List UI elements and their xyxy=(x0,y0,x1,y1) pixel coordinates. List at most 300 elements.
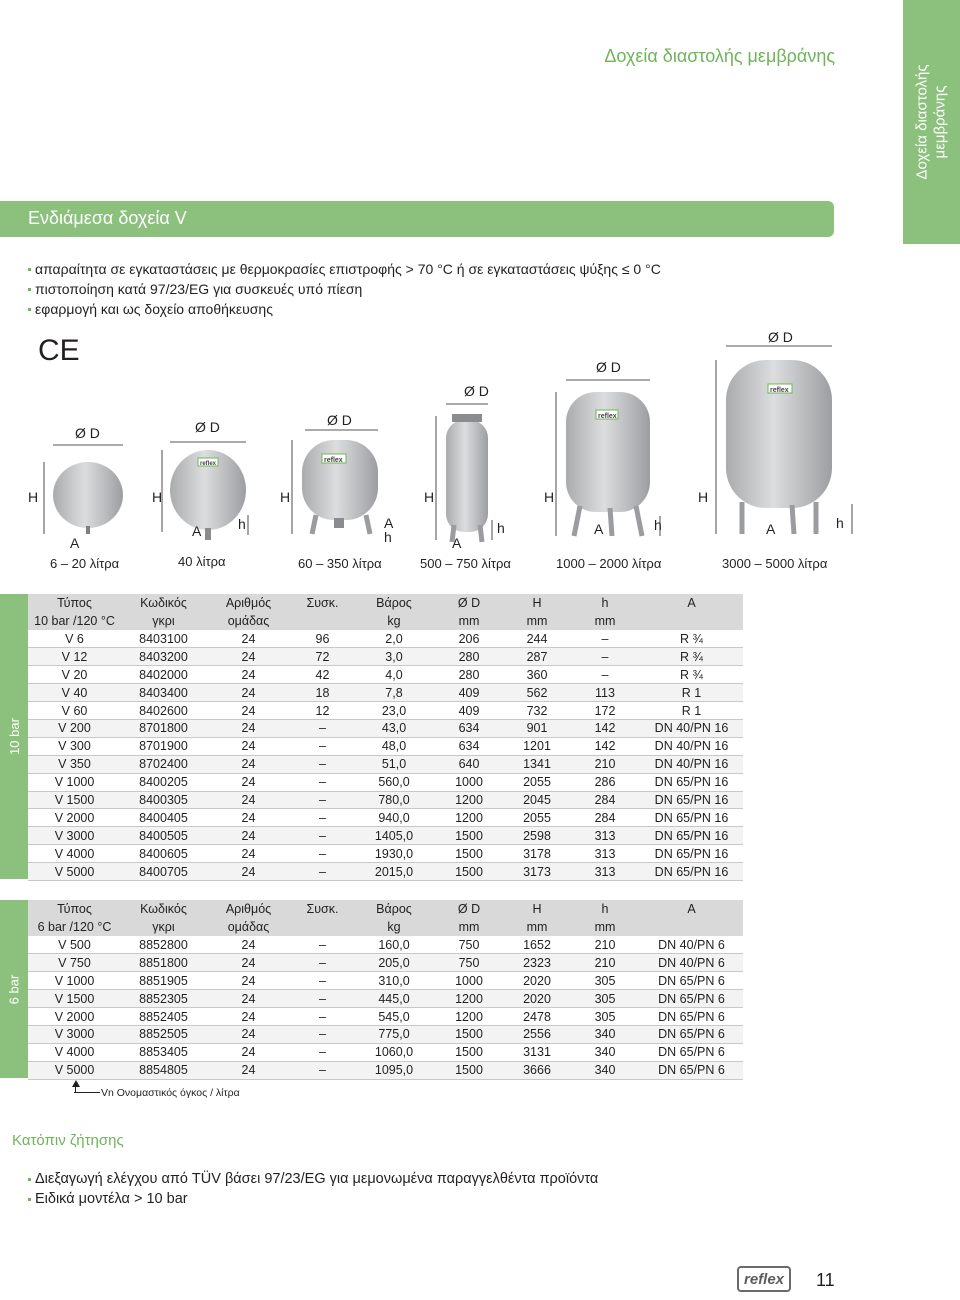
col-subheader: γκρι xyxy=(152,919,175,934)
table-cell: 24 xyxy=(206,990,291,1008)
table-cell: V 4000 xyxy=(28,845,121,863)
col-subheader: mm xyxy=(594,919,616,934)
table-cell: 284 xyxy=(570,791,640,809)
table-cell: – xyxy=(570,630,640,648)
table-cell: 750 xyxy=(434,936,504,954)
table-cell: 24 xyxy=(206,1025,291,1043)
table-cell: 8402000 xyxy=(121,666,206,684)
table-cell: 8400605 xyxy=(121,845,206,863)
table-cell: 24 xyxy=(206,791,291,809)
ce-mark: CE xyxy=(38,334,80,367)
table-row xyxy=(28,954,743,972)
table-cell: 1060,0 xyxy=(354,1043,434,1061)
table-row xyxy=(28,1043,743,1061)
dim-h-lower-label: h xyxy=(654,517,662,533)
table-cell: 8400205 xyxy=(121,773,206,791)
capacity-caption: 1000 – 2000 λίτρα xyxy=(556,556,662,571)
pressure-label-6bar xyxy=(0,900,28,1078)
table-cell: 775,0 xyxy=(354,1025,434,1043)
table-cell: R 1 xyxy=(640,702,743,720)
capacity-caption: 40 λίτρα xyxy=(178,554,226,569)
col-header: Κωδικός xyxy=(140,901,187,916)
table-cell: 1500 xyxy=(434,863,504,881)
table-cell: – xyxy=(291,827,354,845)
col-subheader: kg xyxy=(387,613,401,628)
table-cell: 210 xyxy=(570,936,640,954)
table-cell: 545,0 xyxy=(354,1008,434,1026)
col-subheader: 10 bar /120 °C xyxy=(34,613,115,628)
table-cell: 3178 xyxy=(504,845,570,863)
brand-logo xyxy=(737,1266,791,1292)
table-row xyxy=(28,990,743,1008)
table-cell: 24 xyxy=(206,684,291,702)
col-header: H xyxy=(532,595,542,610)
table-cell: V 1500 xyxy=(28,990,121,1008)
table-cell: 2478 xyxy=(504,1008,570,1026)
table-row xyxy=(28,1008,743,1026)
col-header: Συσκ. xyxy=(306,901,339,916)
table-cell: 560,0 xyxy=(354,773,434,791)
table-cell: DN 40/PN 6 xyxy=(640,936,743,954)
table-row xyxy=(28,936,743,954)
table-cell: 160,0 xyxy=(354,936,434,954)
table-cell: 24 xyxy=(206,827,291,845)
table-cell: – xyxy=(291,773,354,791)
table-cell: 24 xyxy=(206,1043,291,1061)
table-header xyxy=(28,900,743,936)
table-cell: V 3000 xyxy=(28,1025,121,1043)
table-cell: DN 65/PN 6 xyxy=(640,1025,743,1043)
table-cell: 287 xyxy=(504,648,570,666)
vessel-40 xyxy=(152,419,248,569)
table-cell: – xyxy=(291,1043,354,1061)
table-cell: 8852505 xyxy=(121,1025,206,1043)
table-cell: 18 xyxy=(291,684,354,702)
footnote-arrow-icon xyxy=(72,1080,80,1087)
table-cell: 640 xyxy=(434,755,504,773)
table-cell: 8852800 xyxy=(121,936,206,954)
table-cell: DN 40/PN 6 xyxy=(640,954,743,972)
table-cell: DN 65/PN 6 xyxy=(640,1008,743,1026)
table-row xyxy=(28,1061,743,1079)
table-cell: 1405,0 xyxy=(354,827,434,845)
dim-d-label: Ø D xyxy=(195,419,220,435)
table-cell: 205,0 xyxy=(354,954,434,972)
col-header: A xyxy=(687,901,696,916)
table-cell: 113 xyxy=(570,684,640,702)
table-cell: 732 xyxy=(504,702,570,720)
feature-item: εφαρμογή και ως δοχείο αποθήκευσης xyxy=(28,299,661,319)
table-cell: 8400505 xyxy=(121,827,206,845)
table-cell: – xyxy=(291,936,354,954)
col-subheader xyxy=(291,612,354,630)
col-subheader: mm xyxy=(458,613,480,628)
capacity-caption: 3000 – 5000 λίτρα xyxy=(722,556,828,571)
table-cell: 3131 xyxy=(504,1043,570,1061)
table-cell: 280 xyxy=(434,666,504,684)
table-cell: 24 xyxy=(206,630,291,648)
dim-h-label: H xyxy=(280,489,291,505)
table-cell: 280 xyxy=(434,648,504,666)
table-cell: 24 xyxy=(206,954,291,972)
table-cell: – xyxy=(291,954,354,972)
table-cell: 1200 xyxy=(434,1008,504,1026)
table-cell: DN 65/PN 16 xyxy=(640,863,743,881)
dim-h-label: H xyxy=(698,489,709,505)
table-cell: 940,0 xyxy=(354,809,434,827)
col-subheader xyxy=(640,612,743,630)
table-cell: 409 xyxy=(434,684,504,702)
table-cell: V 3000 xyxy=(28,827,121,845)
table-cell: V 20 xyxy=(28,666,121,684)
table-cell: – xyxy=(291,863,354,881)
table-cell: 750 xyxy=(434,954,504,972)
dim-d-label: Ø D xyxy=(768,329,793,345)
svg-text:reflex: reflex xyxy=(598,413,617,420)
table-cell: 2,0 xyxy=(354,630,434,648)
dim-a-label: A xyxy=(70,535,80,551)
table-cell: 2045 xyxy=(504,791,570,809)
table-body xyxy=(28,936,743,1079)
table-cell: 206 xyxy=(434,630,504,648)
col-subheader: mm xyxy=(526,613,548,628)
col-subheader: mm xyxy=(458,919,480,934)
col-subheader xyxy=(291,918,354,936)
dim-h-label: H xyxy=(544,489,555,505)
table-cell: R ¾ xyxy=(640,648,743,666)
table-cell: – xyxy=(291,1061,354,1079)
feature-list xyxy=(28,259,661,319)
col-subheader: ομάδας xyxy=(227,613,270,628)
table-cell: 142 xyxy=(570,719,640,737)
table-cell: 2020 xyxy=(504,990,570,1008)
dim-d-label: Ø D xyxy=(327,412,352,428)
feature-item: πιστοποίηση κατά 97/23/EG για συσκευές υπό πίεση xyxy=(28,279,661,299)
table-cell: 1500 xyxy=(434,1043,504,1061)
table-cell: DN 65/PN 6 xyxy=(640,990,743,1008)
dim-h-lower-label: h xyxy=(384,529,392,545)
vessel-500-750 xyxy=(420,383,511,571)
table-cell: DN 40/PN 16 xyxy=(640,719,743,737)
table-cell: 24 xyxy=(206,863,291,881)
table-cell: 8852305 xyxy=(121,990,206,1008)
dim-a-label: A xyxy=(384,515,394,531)
on-request-item: Ειδικά μοντέλα > 10 bar xyxy=(28,1189,598,1209)
col-header: Τύπος xyxy=(57,901,92,916)
table-cell: R ¾ xyxy=(640,666,743,684)
table-cell: 1500 xyxy=(434,827,504,845)
table-cell: 23,0 xyxy=(354,702,434,720)
table-cell: 172 xyxy=(570,702,640,720)
table-row xyxy=(28,666,743,684)
table-cell: – xyxy=(291,1008,354,1026)
table-cell: – xyxy=(291,1025,354,1043)
table-cell: 8403100 xyxy=(121,630,206,648)
table-cell: 340 xyxy=(570,1061,640,1079)
table-cell: 8701900 xyxy=(121,737,206,755)
table-cell: 210 xyxy=(570,954,640,972)
page-number: 11 xyxy=(816,1270,835,1290)
table-cell: 286 xyxy=(570,773,640,791)
table-cell: 8851800 xyxy=(121,954,206,972)
table-cell: 24 xyxy=(206,845,291,863)
col-header: h xyxy=(601,901,609,916)
vessel-diagram xyxy=(0,320,900,580)
col-subheader xyxy=(640,918,743,936)
on-request-list xyxy=(28,1169,598,1209)
table-cell: 24 xyxy=(206,755,291,773)
vessel-6-20 xyxy=(28,425,123,571)
table-cell: 3173 xyxy=(504,863,570,881)
table-cell: 24 xyxy=(206,809,291,827)
table-cell: 24 xyxy=(206,719,291,737)
table-cell: 409 xyxy=(434,702,504,720)
table-cell: 210 xyxy=(570,755,640,773)
table-cell: R 1 xyxy=(640,684,743,702)
table-cell: V 5000 xyxy=(28,1061,121,1079)
capacity-caption: 6 – 20 λίτρα xyxy=(50,556,120,571)
table-cell: – xyxy=(291,972,354,990)
table-body xyxy=(28,630,743,880)
table-row xyxy=(28,737,743,755)
capacity-caption: 60 – 350 λίτρα xyxy=(298,556,382,571)
dim-h-label: H xyxy=(152,489,163,505)
col-header: h xyxy=(601,595,609,610)
table-cell: 1095,0 xyxy=(354,1061,434,1079)
side-tab-label: Δοχεία διαστολής μεμβράνης xyxy=(913,64,949,180)
table-cell: 24 xyxy=(206,702,291,720)
table-cell: 43,0 xyxy=(354,719,434,737)
table-cell: – xyxy=(291,719,354,737)
table-cell: V 300 xyxy=(28,737,121,755)
table-cell: 142 xyxy=(570,737,640,755)
footnote-text: Vn Ονομαστικός όγκος / λίτρα xyxy=(101,1087,240,1099)
table-cell: V 5000 xyxy=(28,863,121,881)
table-cell: 3666 xyxy=(504,1061,570,1079)
table-cell: 340 xyxy=(570,1043,640,1061)
dim-a-label: A xyxy=(766,521,776,537)
table-row xyxy=(28,809,743,827)
table-cell: 313 xyxy=(570,863,640,881)
table-cell: 2015,0 xyxy=(354,863,434,881)
table-cell: 360 xyxy=(504,666,570,684)
dim-h-lower-label: h xyxy=(497,520,505,536)
table-cell: 1500 xyxy=(434,845,504,863)
col-subheader: mm xyxy=(526,919,548,934)
dim-h-lower-label: h xyxy=(238,516,246,532)
col-subheader: kg xyxy=(387,919,401,934)
feature-item: απαραίτητα σε εγκαταστάσεις με θερμοκρασίες επιστροφής > 70 °C ή σε εγκαταστάσεις ψύξης ≤ 0 °C xyxy=(28,259,661,279)
table-cell: 305 xyxy=(570,1008,640,1026)
svg-text:reflex: reflex xyxy=(324,457,343,464)
table-cell: – xyxy=(291,791,354,809)
table-cell: V 200 xyxy=(28,719,121,737)
col-header: A xyxy=(687,595,696,610)
vessel-60-350 xyxy=(280,412,394,571)
table-row xyxy=(28,845,743,863)
section-title: Ενδιάμεσα δοχεία V xyxy=(28,208,187,228)
dim-d-label: Ø D xyxy=(75,425,100,441)
vessel-3000-5000 xyxy=(698,329,852,571)
col-header: H xyxy=(532,901,542,916)
col-subheader: γκρι xyxy=(152,613,175,628)
table-cell: 24 xyxy=(206,936,291,954)
table-cell: 8400305 xyxy=(121,791,206,809)
dim-h-label: H xyxy=(424,489,435,505)
table-cell: V 500 xyxy=(28,936,121,954)
table-cell: DN 40/PN 16 xyxy=(640,737,743,755)
table-cell: 562 xyxy=(504,684,570,702)
table-cell: 48,0 xyxy=(354,737,434,755)
table-cell: 305 xyxy=(570,990,640,1008)
table-row xyxy=(28,702,743,720)
col-header: Τύπος xyxy=(57,595,92,610)
table-cell: 2055 xyxy=(504,773,570,791)
table-cell: 8402600 xyxy=(121,702,206,720)
table-cell: DN 65/PN 16 xyxy=(640,773,743,791)
table-cell: 8853405 xyxy=(121,1043,206,1061)
table-cell: 1500 xyxy=(434,1061,504,1079)
pressure-label-10bar xyxy=(0,594,28,879)
table-cell: – xyxy=(570,666,640,684)
capacity-caption: 500 – 750 λίτρα xyxy=(420,556,511,571)
table-row xyxy=(28,972,743,990)
table-cell: V 40 xyxy=(28,684,121,702)
on-request-item: Διεξαγωγή ελέγχου από TÜV βάσει 97/23/EG για μεμονωμένα παραγγελθέντα προϊόντα xyxy=(28,1169,598,1189)
dim-h-label: H xyxy=(28,489,39,505)
table-cell: 8852405 xyxy=(121,1008,206,1026)
page-header-title: Δοχεία διαστολής μεμβράνης xyxy=(604,46,835,66)
table-cell: V 350 xyxy=(28,755,121,773)
spec-table-6bar xyxy=(28,900,743,1080)
table-cell: 3,0 xyxy=(354,648,434,666)
pressure-label-text: 10 bar xyxy=(6,718,22,755)
table-row xyxy=(28,827,743,845)
table-cell: 12 xyxy=(291,702,354,720)
table-cell: DN 65/PN 6 xyxy=(640,1061,743,1079)
table-cell: DN 65/PN 16 xyxy=(640,809,743,827)
table-cell: 901 xyxy=(504,719,570,737)
table-cell: 2598 xyxy=(504,827,570,845)
spec-table-10bar xyxy=(28,594,743,881)
table-cell: V 6 xyxy=(28,630,121,648)
table-row xyxy=(28,684,743,702)
col-subheader: 6 bar /120 °C xyxy=(37,919,112,934)
col-subheader: mm xyxy=(594,613,616,628)
table-cell: 2323 xyxy=(504,954,570,972)
table-cell: DN 65/PN 16 xyxy=(640,827,743,845)
col-header: Ø D xyxy=(457,901,481,916)
table-cell: 313 xyxy=(570,845,640,863)
table-cell: 634 xyxy=(434,737,504,755)
table-cell: V 1500 xyxy=(28,791,121,809)
table-cell: 780,0 xyxy=(354,791,434,809)
table-cell: 1930,0 xyxy=(354,845,434,863)
vessel-1000-2000 xyxy=(544,359,662,571)
table-row xyxy=(28,791,743,809)
col-header: Ø D xyxy=(457,595,481,610)
table-cell: 445,0 xyxy=(354,990,434,1008)
table-cell: DN 65/PN 16 xyxy=(640,845,743,863)
dim-d-label: Ø D xyxy=(464,383,489,399)
table-cell: 8851905 xyxy=(121,972,206,990)
col-header: Βάρος xyxy=(376,595,412,610)
table-cell: 2055 xyxy=(504,809,570,827)
table-cell: 1652 xyxy=(504,936,570,954)
table-cell: – xyxy=(291,809,354,827)
table-cell: 310,0 xyxy=(354,972,434,990)
table-cell: 1000 xyxy=(434,972,504,990)
table-row xyxy=(28,773,743,791)
table-cell: V 1000 xyxy=(28,972,121,990)
table-cell: 8400405 xyxy=(121,809,206,827)
svg-text:reflex: reflex xyxy=(770,387,789,394)
table-cell: DN 65/PN 6 xyxy=(640,972,743,990)
table-cell: 1200 xyxy=(434,791,504,809)
table-cell: V 2000 xyxy=(28,809,121,827)
table-cell: 4,0 xyxy=(354,666,434,684)
col-header: Αριθμός xyxy=(225,901,272,916)
table-cell: 8403400 xyxy=(121,684,206,702)
table-cell: 24 xyxy=(206,737,291,755)
table-cell: 24 xyxy=(206,972,291,990)
dim-h-lower-label: h xyxy=(836,515,844,531)
table-cell: 634 xyxy=(434,719,504,737)
table-cell: – xyxy=(291,737,354,755)
table-row xyxy=(28,755,743,773)
table-header xyxy=(28,594,743,630)
table-cell: 24 xyxy=(206,1061,291,1079)
table-cell: – xyxy=(291,755,354,773)
table-cell: 7,8 xyxy=(354,684,434,702)
side-tab-label-wrap xyxy=(903,0,960,244)
table-cell: 1200 xyxy=(434,990,504,1008)
dim-a-label: A xyxy=(452,535,462,551)
table-cell: 8702400 xyxy=(121,755,206,773)
table-cell: 2020 xyxy=(504,972,570,990)
table-cell: 313 xyxy=(570,827,640,845)
table-cell: 284 xyxy=(570,809,640,827)
table-row xyxy=(28,863,743,881)
table-cell: 340 xyxy=(570,1025,640,1043)
table-cell: 8854805 xyxy=(121,1061,206,1079)
table-cell: 1201 xyxy=(504,737,570,755)
col-header: Βάρος xyxy=(376,901,412,916)
table-cell: 51,0 xyxy=(354,755,434,773)
table-cell: V 60 xyxy=(28,702,121,720)
table-cell: V 750 xyxy=(28,954,121,972)
table-cell: V 4000 xyxy=(28,1043,121,1061)
table-cell: 8701800 xyxy=(121,719,206,737)
table-cell: 24 xyxy=(206,1008,291,1026)
on-request-title: Κατόπιν ζήτησης xyxy=(12,1132,124,1149)
table-row xyxy=(28,1025,743,1043)
pressure-label-text: 6 bar xyxy=(6,974,22,1004)
table-cell: V 1000 xyxy=(28,773,121,791)
table-cell: 8400705 xyxy=(121,863,206,881)
dim-a-label: A xyxy=(192,523,202,539)
col-subheader: ομάδας xyxy=(227,919,270,934)
col-header: Αριθμός xyxy=(225,595,272,610)
col-header: Κωδικός xyxy=(140,595,187,610)
table-cell: 1000 xyxy=(434,773,504,791)
table-cell: 305 xyxy=(570,972,640,990)
table-cell: R ¾ xyxy=(640,630,743,648)
col-header: Συσκ. xyxy=(306,595,339,610)
table-cell: 72 xyxy=(291,648,354,666)
table-cell: 24 xyxy=(206,773,291,791)
brand-logo-text: reflex xyxy=(743,1270,785,1288)
